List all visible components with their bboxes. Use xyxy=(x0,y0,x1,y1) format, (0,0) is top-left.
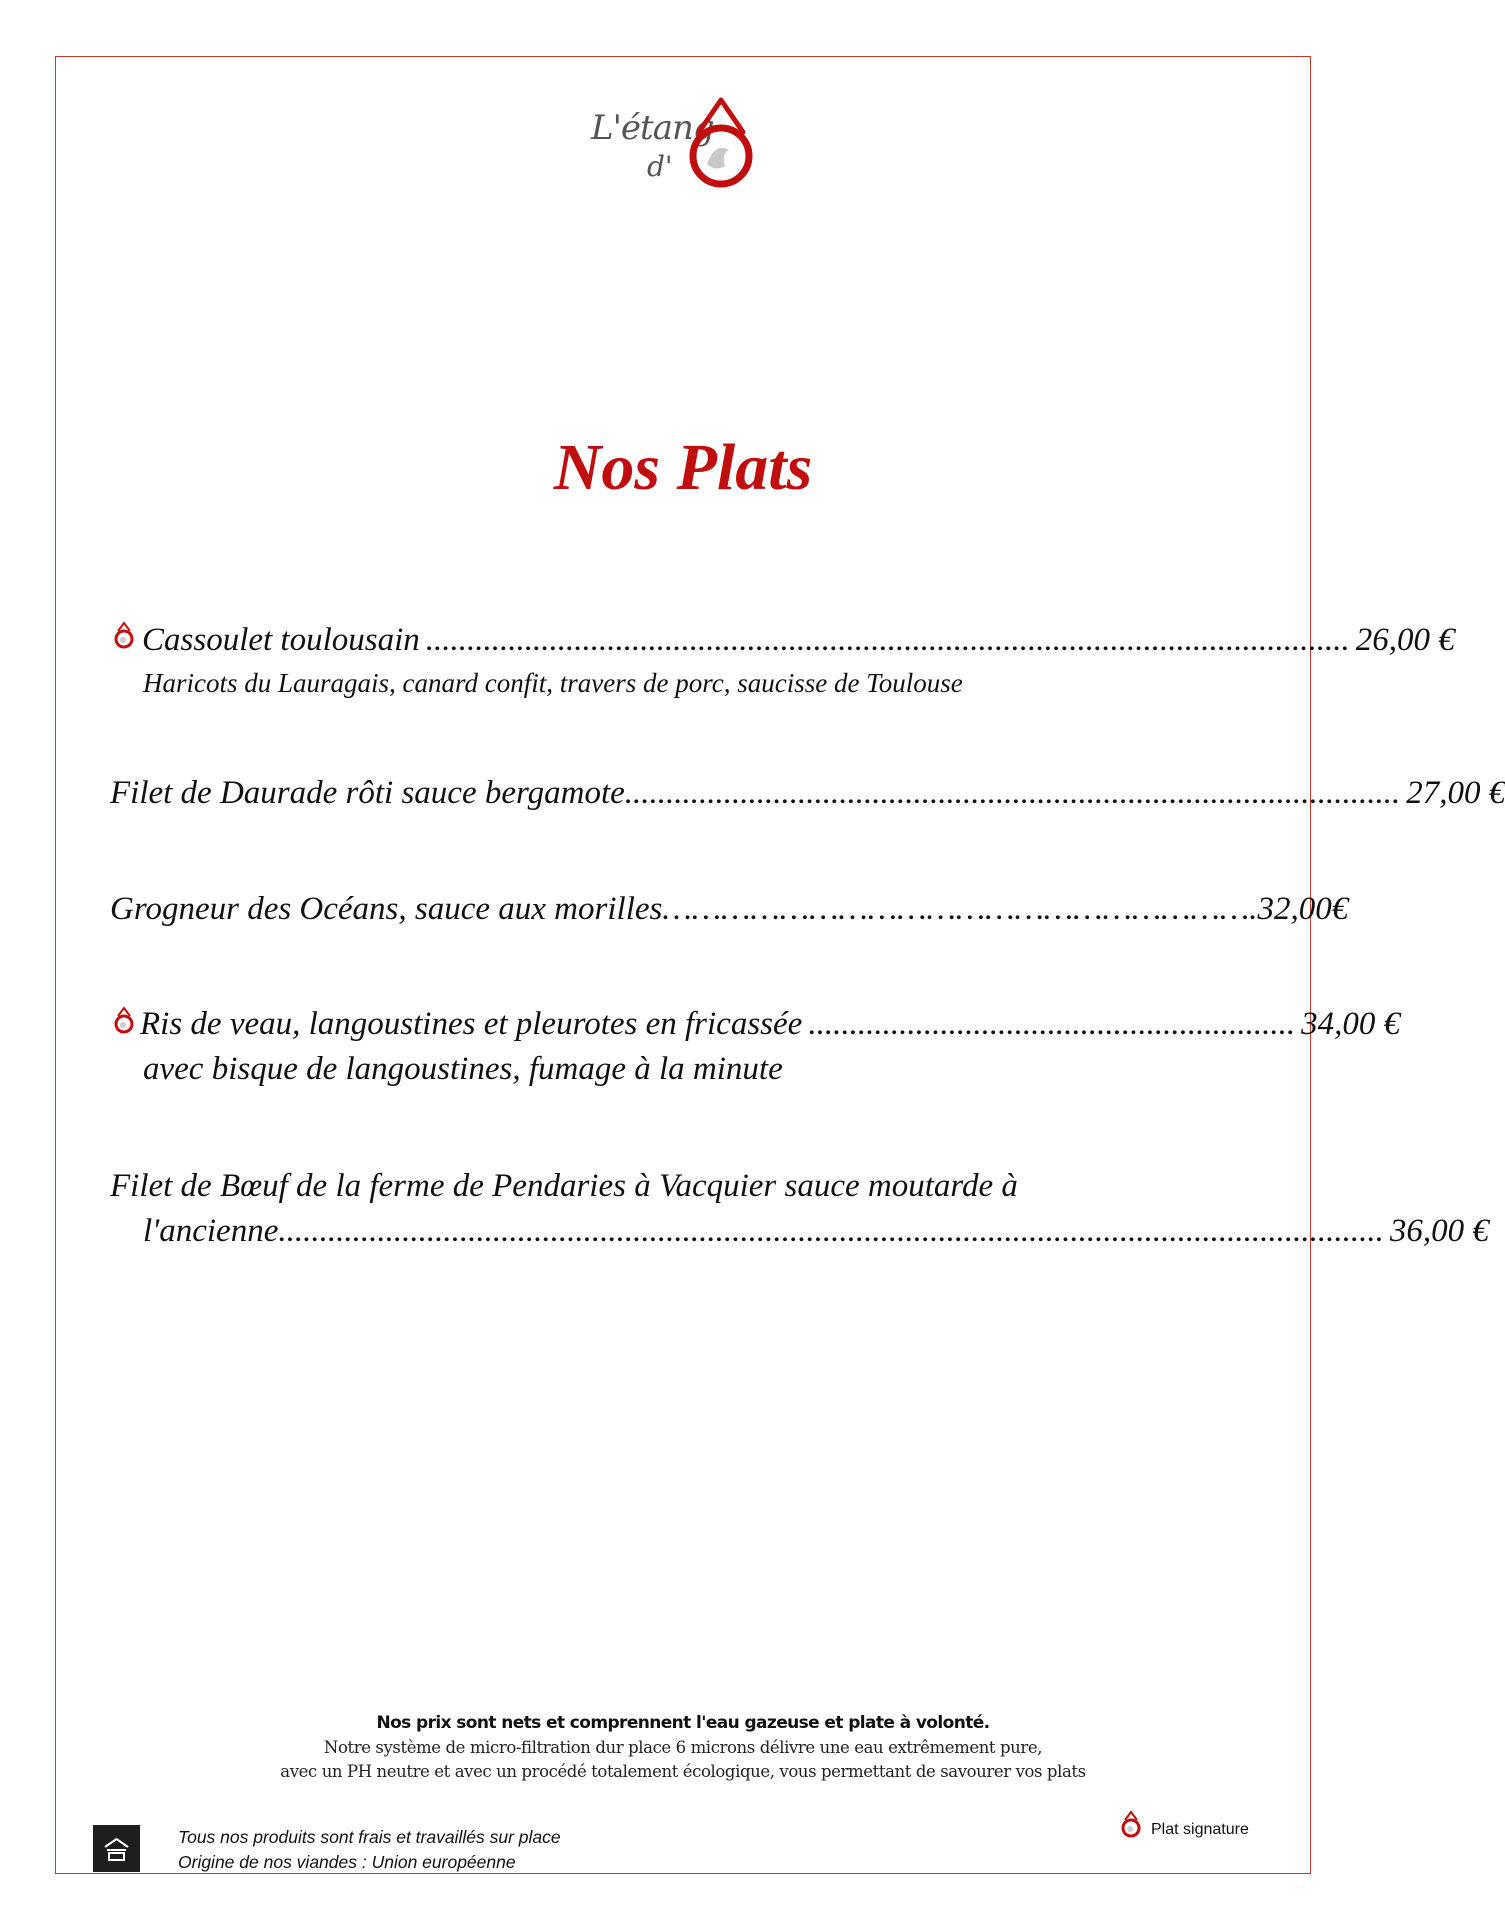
signature-marker-icon xyxy=(110,1005,138,1035)
dish-cassoulet xyxy=(142,622,1455,659)
dish-price: 34,00 € xyxy=(1301,1006,1401,1042)
dish-filet-de-boeuf xyxy=(110,1168,1255,1205)
signature-legend xyxy=(1117,1809,1249,1839)
logo-text-line1: L'étang xyxy=(591,108,714,148)
footer-water-note: Nos prix sont nets et comprennent l'eau gazeuse et plate à volonté. xyxy=(376,1713,990,1733)
dish-name: Cassoulet toulousain xyxy=(142,622,420,658)
dish-filet-de-boeuf-continued xyxy=(143,1213,1489,1250)
dish-grogneur xyxy=(110,891,1349,928)
meat-origin-note: Origine de nos viandes : Union européenne xyxy=(178,1852,516,1872)
dish-leader-dots: ...................................................................................................................................... xyxy=(278,1213,1384,1249)
dish-name: Grogneur des Océans, sauce aux morilles xyxy=(110,891,663,927)
dish-name-continued: l'ancienne xyxy=(143,1213,279,1249)
dish-leader-dots: ................................................................................................................ xyxy=(425,622,1350,658)
footer-filtration-line1: Notre système de micro-filtration dur place 6 microns délivre une eau extrêmement pure, xyxy=(323,1738,1043,1757)
dish-ris-de-veau xyxy=(140,1006,1401,1043)
logo-text-line2: d' xyxy=(647,150,673,183)
house-icon xyxy=(93,1825,140,1872)
page-title: Nos Plats xyxy=(553,431,813,504)
dish-name: Filet de Bœuf de la ferme de Pendaries à Vacquier sauce moutarde à xyxy=(110,1168,1018,1204)
restaurant-logo xyxy=(585,92,780,200)
dish-leader-dots: ........................................................... xyxy=(808,1006,1296,1042)
legend-label: Plat signature xyxy=(1151,1821,1249,1838)
dish-name: Ris de veau, langoustines et pleurotes en fricassée xyxy=(140,1006,803,1042)
footer-filtration-line2: avec un PH neutre et avec un procédé totalement écologique, vous permettant de savourer vos plats xyxy=(280,1762,1086,1781)
dish-name: Filet de Daurade rôti sauce bergamote xyxy=(110,775,625,811)
dish-leader-dots: ……………………………………………………. xyxy=(662,891,1258,927)
dish-price: 32,00€ xyxy=(1257,891,1349,927)
dish-price: 36,00 € xyxy=(1389,1213,1489,1249)
signature-marker-icon xyxy=(110,620,138,650)
dish-leader-dots: .............................................................................................. xyxy=(624,775,1401,811)
dish-daurade xyxy=(110,775,1505,812)
signature-o-icon xyxy=(1117,1809,1145,1839)
dish-description: Haricots du Lauragais, canard confit, travers de porc, saucisse de Toulouse xyxy=(143,668,963,698)
page-border xyxy=(55,56,1311,1874)
dish-price: 26,00 € xyxy=(1355,622,1455,658)
logo-o-mark-icon xyxy=(685,92,757,192)
dish-price: 27,00 € xyxy=(1406,775,1505,811)
dish-description: avec bisque de langoustines, fumage à la minute xyxy=(143,1051,783,1087)
fresh-products-note: Tous nos produits sont frais et travaillés sur place xyxy=(178,1827,561,1847)
